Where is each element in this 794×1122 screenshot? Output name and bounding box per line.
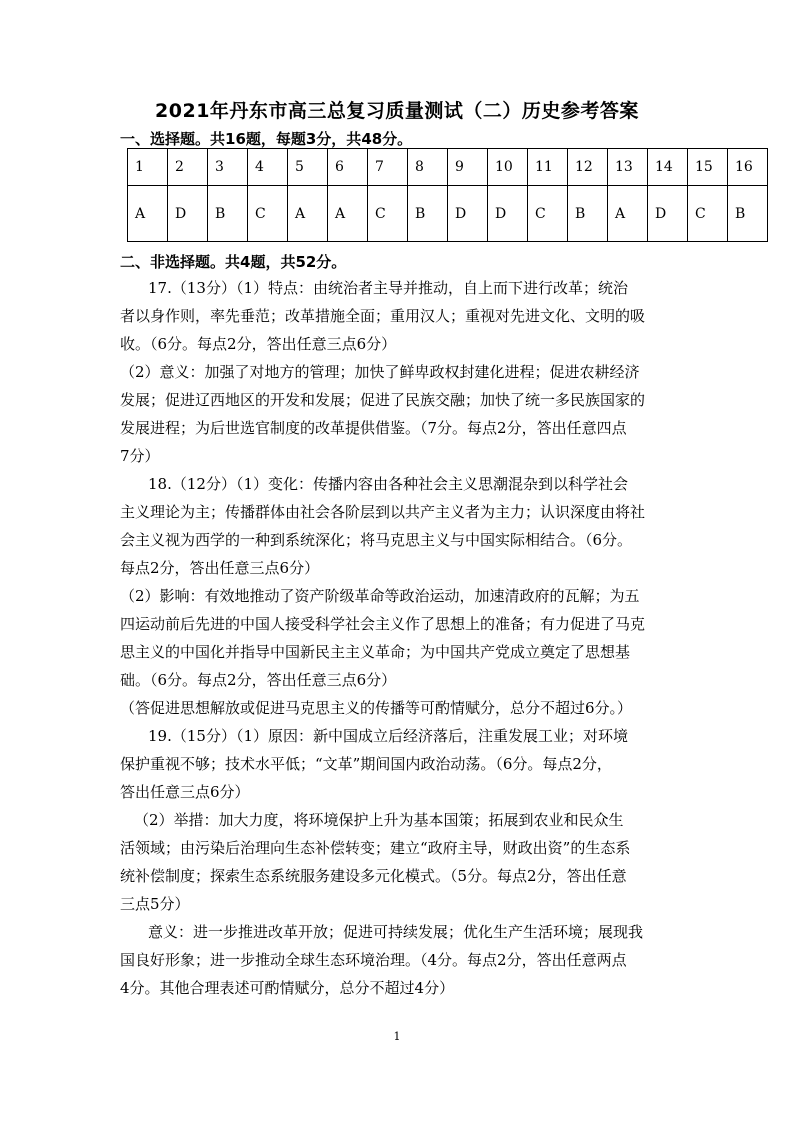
- text-line: 每点2分，答出任意三点6分）: [120, 559, 320, 577]
- question-number: 12: [568, 149, 608, 186]
- answer-cell: B: [208, 186, 248, 242]
- question-number: 6: [328, 149, 368, 186]
- text-line: 三点5分）: [120, 895, 190, 913]
- question-number: 4: [248, 149, 288, 186]
- answer-cell: B: [728, 186, 768, 242]
- answer-cell: A: [608, 186, 648, 242]
- answer-17-part-1: [120, 274, 680, 358]
- text-line: （答促进思想解放或促进马克思主义的传播等可酌情赋分，总分不超过6分。）: [120, 699, 633, 717]
- text-line: 国良好形象；进一步推动全球生态环境治理。（4分。每点2分，答出任意两点: [120, 951, 627, 969]
- question-number: 8: [408, 149, 448, 186]
- answer-table: [127, 148, 768, 242]
- answer-cell: A: [128, 186, 168, 242]
- answer-18-part-1: [120, 470, 680, 582]
- text-line: 意义：进一步推进改革开放；促进可持续发展；优化生产生活环境；展现我: [148, 923, 644, 941]
- answer-row: [128, 186, 768, 242]
- answer-cell: D: [488, 186, 528, 242]
- answer-19-significance: [120, 918, 680, 1002]
- question-number: 1: [128, 149, 168, 186]
- question-number: 10: [488, 149, 528, 186]
- text-line: 主义理论为主；传播群体由社会各阶层到以共产主义者为主力；认识深度由将社: [120, 503, 646, 521]
- answer-cell: C: [688, 186, 728, 242]
- text-line: 收。（6分。每点2分，答出任意三点6分）: [120, 335, 397, 353]
- question-number: 7: [368, 149, 408, 186]
- answer-19-part-2: [120, 806, 680, 918]
- text-line: 活领域；由污染后治理向生态补偿转变；建立“政府主导，财政出资”的生态系: [120, 839, 631, 857]
- page-number: 1: [393, 1030, 401, 1043]
- question-number: 2: [168, 149, 208, 186]
- text-line: 7分）: [120, 447, 160, 465]
- answer-17-part-2: [120, 358, 680, 470]
- text-line: 统补偿制度；探索生态系统服务建设多元化模式。（5分。每点2分，答出任意: [120, 867, 627, 885]
- answer-18-part-2: [120, 582, 680, 722]
- text-line: 发展；促进辽西地区的开发和发展；促进了民族交融；加快了统一多民族国家的: [120, 391, 646, 409]
- answer-cell: A: [288, 186, 328, 242]
- text-line: （2）影响：有效地推动了资产阶级革命等政治运动，加速清政府的瓦解；为五: [120, 587, 640, 605]
- answer-cell: D: [648, 186, 688, 242]
- question-number: 13: [608, 149, 648, 186]
- question-number: 15: [688, 149, 728, 186]
- page-title: 2021年丹东市高三总复习质量测试（二）历史参考答案: [155, 100, 639, 122]
- question-number: 3: [208, 149, 248, 186]
- answer-cell: D: [448, 186, 488, 242]
- question-number: 14: [648, 149, 688, 186]
- text-line: 四运动前后先进的中国人接受科学社会主义作了思想上的准备；有力促进了马克: [120, 615, 646, 633]
- text-line: 者以身作则，率先垂范；改革措施全面；重用汉人；重视对先进文化、文明的吸: [120, 307, 646, 325]
- section-1-heading: 一、选择题。共16题，每题3分，共48分。: [120, 130, 413, 148]
- answer-cell: C: [528, 186, 568, 242]
- text-line: （2）意义：加强了对地方的管理；加快了鲜卑政权封建化进程；促进农耕经济: [120, 363, 640, 381]
- question-number: 16: [728, 149, 768, 186]
- answer-cell: D: [168, 186, 208, 242]
- text-line: 发展进程；为后世选官制度的改革提供借鉴。（7分。每点2分，答出任意四点: [120, 419, 627, 437]
- text-line: 会主义视为西学的一种到系统深化；将马克思主义与中国实际相结合。（6分。: [120, 531, 633, 549]
- text-line: 础。（6分。每点2分，答出任意三点6分）: [120, 671, 397, 689]
- question-number-row: [128, 149, 768, 186]
- answer-cell: B: [568, 186, 608, 242]
- answer-cell: A: [328, 186, 368, 242]
- text-line: 保护重视不够；技术水平低；“文革”期间国内政治动荡。（6分。每点2分，: [120, 755, 612, 773]
- text-line: 17.（13分）（1）特点：由统治者主导并推动，自上而下进行改革；统治: [148, 279, 628, 297]
- text-line: 思主义的中国化并指导中国新民主主义革命；为中国共产党成立奠定了思想基: [120, 643, 631, 661]
- answer-cell: B: [408, 186, 448, 242]
- text-line: 答出任意三点6分）: [120, 783, 250, 801]
- answer-19-part-1: [120, 722, 680, 806]
- question-number: 5: [288, 149, 328, 186]
- text-line: 18.（12分）（1）变化：传播内容由各种社会主义思潮混杂到以科学社会: [148, 475, 628, 493]
- text-line: 4分。其他合理表述可酌情赋分，总分不超过4分）: [120, 979, 455, 997]
- answer-cell: C: [248, 186, 288, 242]
- text-line: （2）举措：加大力度，将环境保护上升为基本国策；拓展到农业和民众生: [134, 811, 624, 829]
- answer-cell: C: [368, 186, 408, 242]
- section-2-heading: 二、非选择题。共4题，共52分。: [120, 253, 347, 271]
- question-number: 11: [528, 149, 568, 186]
- question-number: 9: [448, 149, 488, 186]
- text-line: 19.（15分）（1）原因：新中国成立后经济落后，注重发展工业；对环境: [148, 727, 628, 745]
